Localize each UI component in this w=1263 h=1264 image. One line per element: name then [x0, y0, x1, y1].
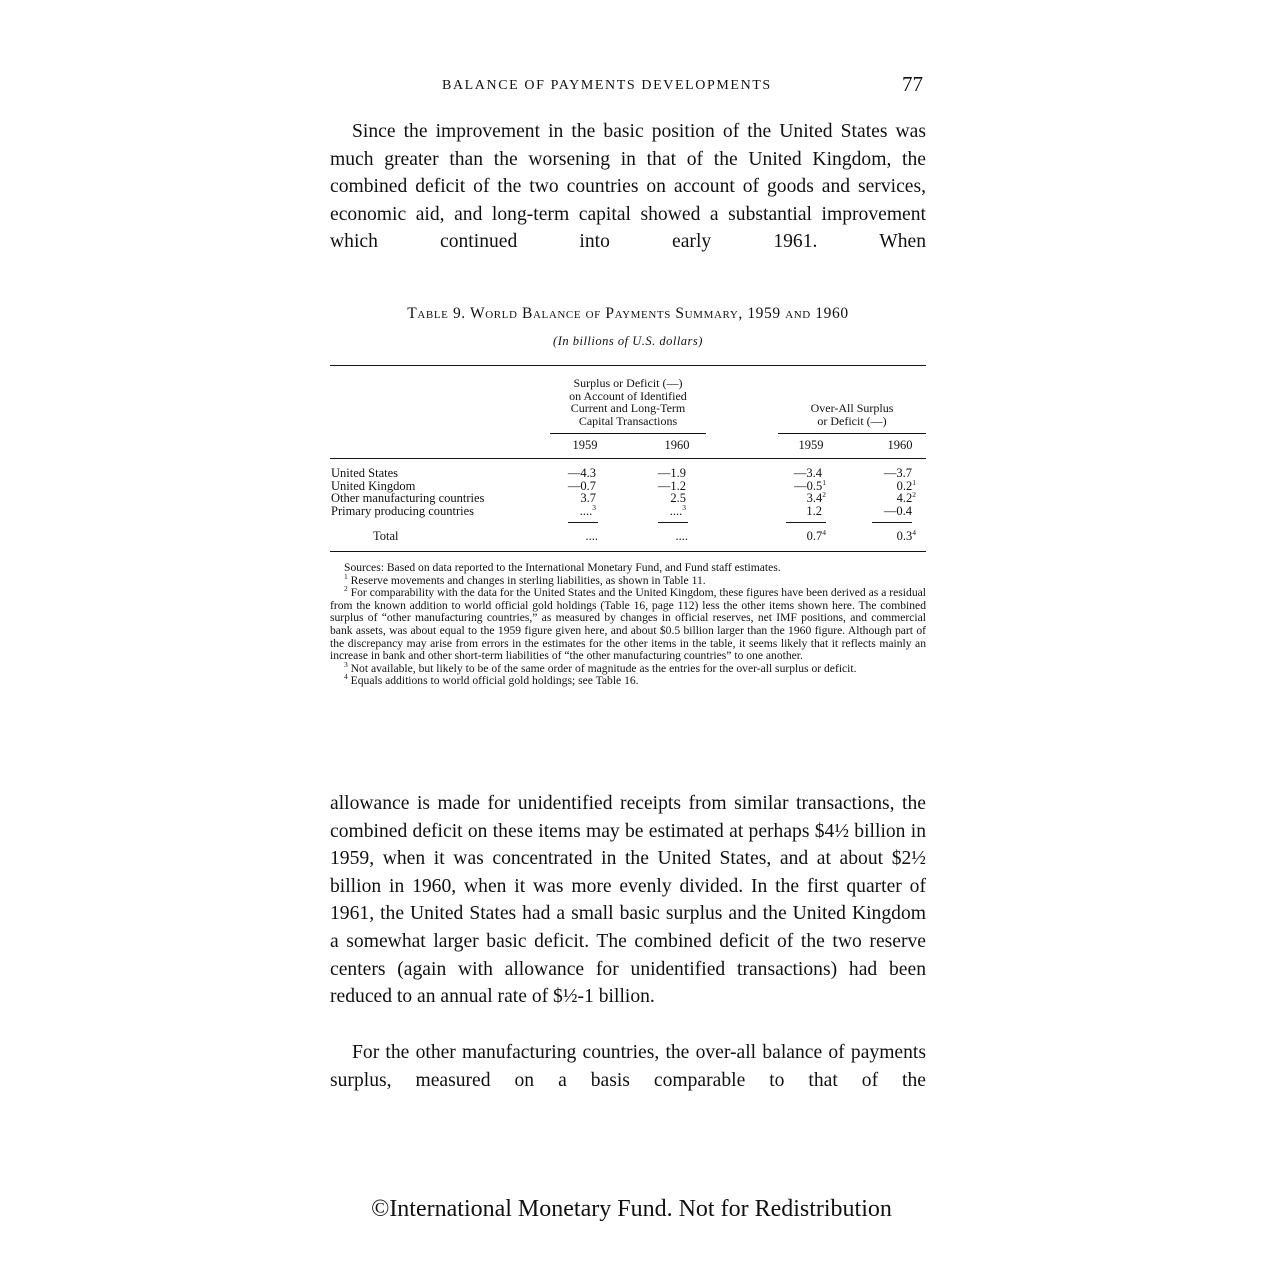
footnote-text: Reserve movements and changes in sterling liabilities, as shown in Table 11. — [350, 573, 706, 587]
footnote-ref: 4 — [822, 527, 826, 537]
footnote-ref: 1 — [822, 477, 826, 487]
cell-value: —1.9 — [657, 466, 686, 480]
total-rule — [658, 522, 688, 523]
footnote-text: Equals additions to world official gold holdings; see Table 16. — [350, 674, 639, 688]
cell-text: 1.2 — [806, 503, 822, 518]
cell-value: 3.7 — [580, 491, 596, 505]
row-label: United Kingdom — [331, 478, 416, 493]
cell-text: 4.2 — [896, 491, 913, 505]
group2-rule — [778, 433, 926, 434]
group1-header — [540, 377, 716, 427]
year-header: 1960 — [887, 438, 913, 452]
copyright-footer: ©International Monetary Fund. Not for Redistribution — [371, 1196, 892, 1222]
footnote-mark: 2 — [344, 584, 348, 594]
footnote-4 — [330, 672, 926, 688]
cell-value — [630, 502, 686, 518]
sources-note: Sources: Based on data reported to the International Monetary Fund, and Fund staff estimates. — [344, 561, 781, 574]
group1-header-line: Capital Transactions — [578, 413, 678, 428]
group2-header-line: Over-All Surplus — [810, 401, 894, 415]
cell-text: —3.4 — [793, 466, 822, 480]
page-number: 77 — [902, 72, 923, 96]
body-paragraph-2 — [330, 790, 926, 1011]
paragraph-text: allowance is made for unidentified receipts from similar transactions, the combined deficit on these items may be estimated at perhaps $4½ billion in 1959, when it was concentrated in the United States, and at about $2½ billion in 1960, when it was more evenly divided. In the first quarter of 1961, the United States had a small basic surplus and the United Kingdom a somewhat larger basic deficit. The combined deficit of the two reserve centers (again with allowance for unidentified transactions) had been reduced to an annual rate of $½-1 billion. — [330, 793, 926, 1008]
year-header: 1959 — [798, 438, 824, 452]
cell-text: 3.4 — [806, 491, 823, 505]
cell-text: .... — [669, 503, 683, 518]
total-rule — [568, 522, 598, 523]
cell-text: —3.7 — [883, 466, 912, 480]
cell-value — [860, 505, 912, 518]
body-paragraph-1 — [330, 118, 926, 256]
footnote-ref: 4 — [912, 527, 916, 537]
footnote-ref: 3 — [682, 502, 686, 512]
footnote-text: Not available, but likely to be of the same order of magnitude as the entries for the over-all surplus or deficit. — [350, 661, 857, 675]
group1-header-line: on Account of Identified — [569, 388, 687, 403]
row-label: United States — [331, 466, 399, 480]
year-header: 1960 — [664, 438, 690, 452]
paragraph-text: For the other manufacturing countries, the over-all balance of payments surplus, measured on a basis comparable to that of the — [330, 1042, 926, 1091]
cell-text: .... — [579, 503, 593, 518]
cell-value: .... — [675, 529, 688, 543]
cell-value — [770, 527, 826, 543]
cell-text: —0.5 — [794, 478, 823, 493]
group2-header — [778, 402, 926, 427]
cell-value: —0.7 — [567, 478, 596, 493]
total-rule — [872, 522, 912, 523]
group2-header-line: or Deficit (—) — [817, 413, 887, 428]
table-notes — [330, 562, 926, 688]
footnote-ref: 1 — [912, 477, 916, 487]
row-label: Other manufacturing countries — [331, 491, 485, 505]
table-title: Table 9. World Balance of Payments Summary, 1959 and 1960 — [407, 305, 849, 322]
cell-value — [770, 505, 822, 518]
cell-value — [540, 502, 596, 518]
footnote-mark: 4 — [344, 672, 348, 682]
cell-value: 2.5 — [670, 491, 686, 505]
body-paragraph-3 — [330, 1039, 926, 1094]
footnote-ref: 2 — [822, 489, 826, 499]
cell-value: —4.3 — [567, 466, 596, 480]
footnote-ref: 2 — [912, 489, 916, 499]
table-bottom-rule — [330, 551, 926, 552]
cell-text: 0.3 — [896, 529, 913, 543]
cell-text: —0.4 — [883, 503, 912, 518]
footnote-2 — [330, 584, 926, 663]
paragraph-text: Since the improvement in the basic position of the United States was much greater than the worsening in that of the United Kingdom, the combined deficit of the two countries on account of goods and services, economic aid, and long-term capital showed a substantial improvement which continued into early 1961. When — [330, 121, 926, 253]
table-subtitle: (In billions of U.S. dollars) — [553, 334, 703, 348]
running-head: BALANCE OF PAYMENTS DEVELOPMENTS — [442, 78, 772, 93]
cell-text: 0.2 — [896, 478, 913, 493]
footnote-mark: 1 — [344, 571, 348, 581]
group1-header-line: Surplus or Deficit (—) — [573, 376, 683, 390]
table-top-rule — [330, 365, 926, 366]
cell-value — [860, 527, 916, 543]
group1-header-line: Current and Long-Term — [570, 401, 686, 415]
group1-rule — [550, 433, 706, 434]
year-header: 1959 — [572, 438, 598, 452]
footnote-mark: 3 — [344, 659, 348, 669]
footnote-text: For comparability with the data for the United States and the United Kingdom, these figures have been derived as a residual from the known addition to world official gold holdings (Table 16, page 112) less the other items shown here. The combined surplus of “other manufacturing countries,” as measured by changes in official reserves, net IMF positions, and commercial bank assets, was about equal to the 1959 figure given here, and about $0.5 billion larger than the 1960 figure. Although part of the discrepancy may arise from errors in the estimates for the other items in the table, it seems likely that it reflects mainly an increase in bank and other short-term liabilities of “the other manufacturing countries” to one another. — [330, 586, 926, 663]
row-label: Primary producing countries — [331, 503, 475, 518]
total-rule — [786, 522, 826, 523]
total-label: Total — [373, 529, 399, 543]
cell-text: 0.7 — [806, 529, 823, 543]
header-bottom-rule — [330, 458, 926, 459]
footnote-ref: 3 — [592, 502, 596, 512]
cell-value: .... — [585, 529, 598, 543]
cell-value: —1.2 — [657, 478, 686, 493]
